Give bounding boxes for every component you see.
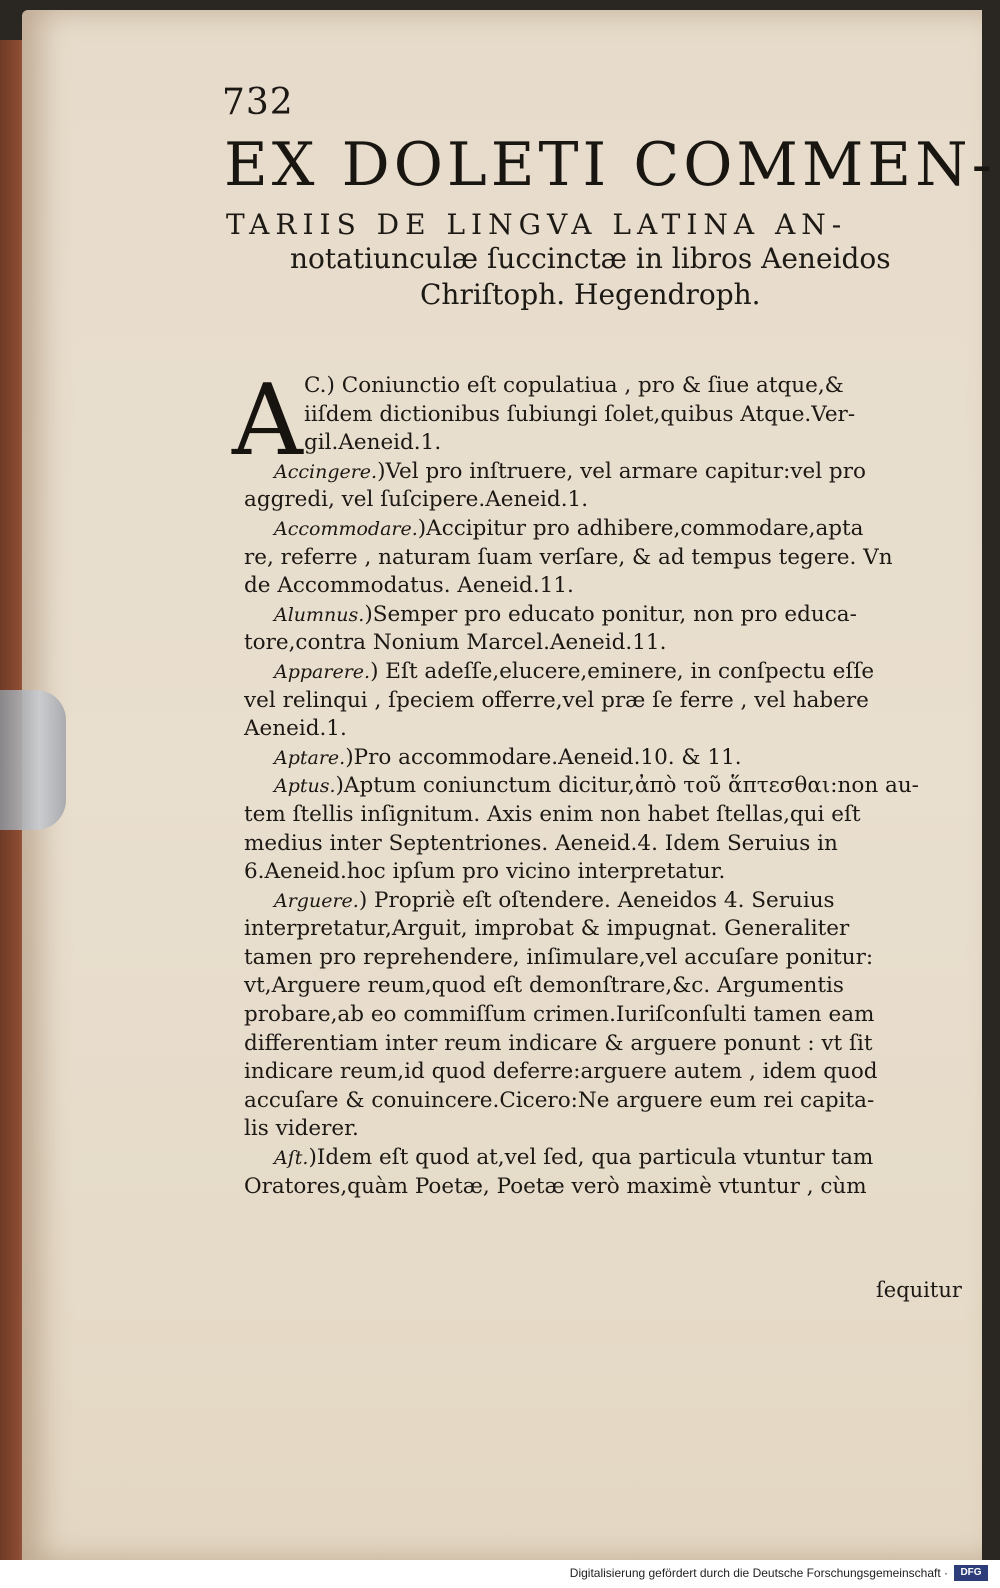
dfg-logo: DFG: [954, 1565, 988, 1581]
text-line: [244, 1001, 962, 1030]
lemma-headword: Aſt.: [274, 1147, 309, 1170]
text-line: [244, 486, 962, 515]
text-line: [244, 887, 962, 916]
catchword: ſequitur: [876, 1278, 962, 1302]
text-line: [244, 830, 962, 859]
text-line: [244, 544, 962, 573]
text-line: [244, 944, 962, 973]
page-clip: [0, 690, 66, 830]
line-text: )Accipitur pro adhibere,commodare,apta: [417, 515, 864, 541]
line-text: )Vel pro inſtruere, vel armare capitur:vel pro: [377, 458, 866, 484]
lemma-headword: Alumnus.: [274, 603, 365, 626]
line-text: differentiam inter reum indicare & arguere ponunt : vt ſit: [244, 1030, 873, 1056]
lemma-headword: Apparere.: [274, 660, 371, 683]
text-line: [244, 972, 962, 1001]
text-line: [244, 1058, 962, 1087]
lemma-headword: Accingere.: [274, 460, 378, 483]
line-text: C.) Coniunctio eſt copulatiua , pro & ſiue atque,&: [304, 373, 844, 398]
text-line: [244, 458, 962, 487]
text-line: [244, 687, 962, 716]
text-line: [244, 429, 962, 458]
text-line: [244, 1115, 962, 1144]
text-line: [244, 744, 962, 773]
drop-cap: A: [232, 364, 303, 478]
line-text: tamen pro reprehendere, inſimulare,vel accuſare ponitur:: [244, 944, 874, 970]
line-text: accuſare & conuincere.Cicero:Ne arguere eum rei capita-: [244, 1087, 875, 1113]
text-line: [244, 858, 962, 887]
line-text: aggredi, vel ſuſcipere.Aeneid.1.: [244, 487, 589, 513]
line-text: gil.Aeneid.1.: [304, 430, 442, 456]
text-line: [244, 1087, 962, 1116]
footer: [0, 1560, 1000, 1588]
line-text: re, referre , naturam ſuam verſare, & ad tempus tegere. Vn: [244, 544, 893, 570]
text-line: [244, 372, 962, 401]
text-line: [244, 772, 962, 801]
text-line: [244, 1030, 962, 1059]
line-text: Oratores,quàm Poetæ, Poetæ verò maximè vtuntur , cùm: [244, 1173, 867, 1199]
text-line: [244, 515, 962, 544]
line-text: ) Eſt adeſſe,elucere,eminere, in conſpectu eſſe: [370, 658, 875, 684]
title-line-2: TARIIS DE LINGVA LATINA AN-: [226, 208, 848, 241]
line-text: )Aptum coniunctum dicitur,ἀπὸ τοῦ ἅπτεσθαι:non au-: [335, 773, 919, 799]
lemma-headword: Aptus.: [274, 775, 336, 798]
line-text: interpretatur,Arguit, improbat & impugnat. Generaliter: [244, 916, 850, 942]
line-text: lis viderer.: [244, 1116, 359, 1142]
lemma-headword: Aptare.: [274, 746, 346, 769]
lemma-headword: Accommodare.: [274, 517, 418, 540]
title-line-4: Chriſtoph. Hegendroph.: [420, 278, 761, 311]
text-line: [244, 401, 962, 430]
text-line: [244, 801, 962, 830]
lemma-headword: Arguere.: [274, 889, 359, 912]
text-line: [244, 658, 962, 687]
line-text: vel relinqui , ſpeciem offerre,vel præ ſe ferre , vel habere: [244, 687, 869, 713]
line-text: 6.Aeneid.hoc ipſum pro vicino interpretatur.: [244, 859, 726, 885]
line-text: )Idem eſt quod at,vel ſed, qua particula vtuntur tam: [308, 1145, 874, 1171]
line-text: Aeneid.1.: [244, 716, 347, 742]
title-line-1: EX DOLETI COMMEN-: [224, 130, 996, 200]
title-line-3: notatiunculæ ſuccinctæ in libros Aeneidos: [290, 242, 891, 275]
text-line: [244, 572, 962, 601]
body-text: [244, 372, 962, 1201]
line-text: )Semper pro educato ponitur, non pro educa-: [364, 601, 857, 627]
line-text: de Accommodatus. Aeneid.11.: [244, 573, 574, 599]
line-text: tem ſtellis inſignitum. Axis enim non habet ſtellas,qui eſt: [244, 801, 861, 827]
line-text: ) Propriè eſt oſtendere. Aeneidos 4. Seruius: [358, 887, 835, 913]
text-line: [244, 629, 962, 658]
line-text: indicare reum,id quod deferre:arguere autem , idem quod: [244, 1059, 878, 1085]
page-number: 732: [222, 82, 294, 123]
line-text: tore,contra Nonium Marcel.Aeneid.11.: [244, 630, 667, 656]
text-line: [244, 715, 962, 744]
line-text: medius inter Septentriones. Aeneid.4. Idem Seruius in: [244, 830, 838, 856]
line-text: iiſdem dictionibus ſubiungi ſolet,quibus Atque.Ver-: [304, 401, 856, 427]
line-text: )Pro accommodare.Aeneid.10. & 11.: [345, 744, 742, 770]
text-line: [244, 1173, 962, 1202]
text-line: [244, 601, 962, 630]
footer-credit: Digitalisierung gefördert durch die Deutsche Forschungsgemeinschaft ·: [569, 1566, 948, 1580]
line-text: probare,ab eo commiſſum crimen.Iuriſconſulti tamen eam: [244, 1002, 875, 1028]
text-line: [244, 1144, 962, 1173]
text-line: [244, 915, 962, 944]
line-text: vt,Arguere reum,quod eſt demonſtrare,&c. Argumentis: [244, 973, 844, 999]
